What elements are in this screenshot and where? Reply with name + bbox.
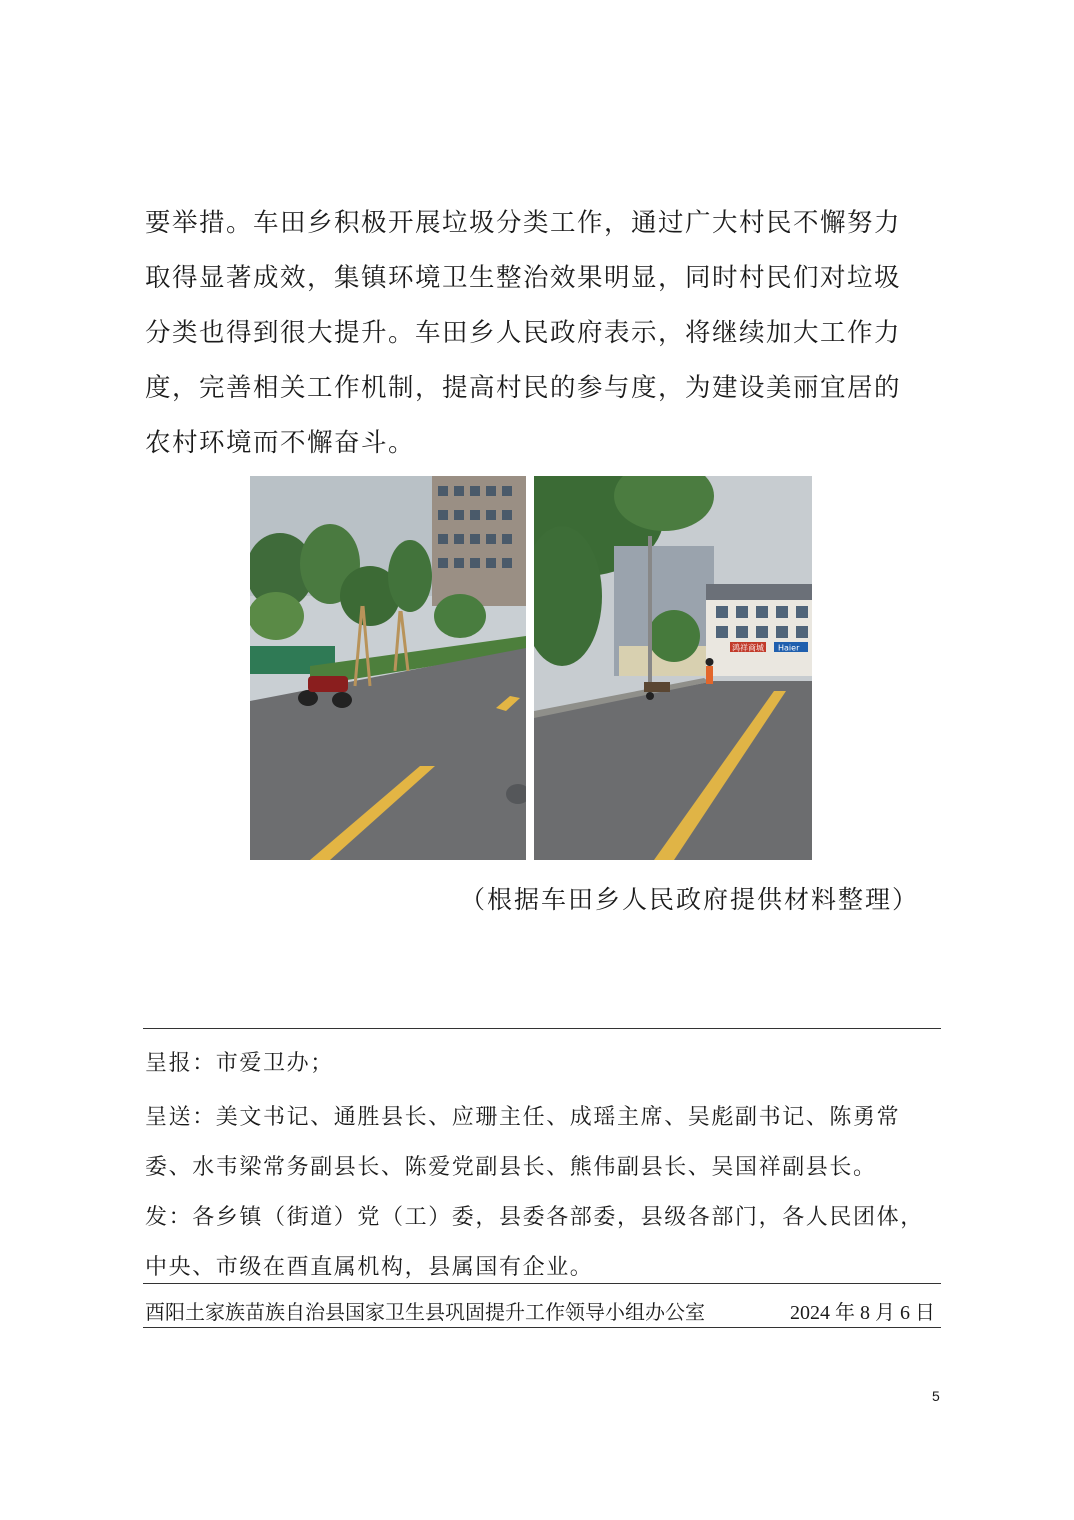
send-to-line1: 呈送：美文书记、通胜县长、应珊主任、成瑶主席、吴彪副书记、陈勇常 — [145, 1105, 901, 1130]
body-line: 要举措。车田乡积极开展垃圾分类工作，通过广大村民不懈努力 — [145, 208, 902, 238]
body-line: 度，完善相关工作机制，提高村民的参与度，为建设美丽宜居的 — [145, 373, 902, 403]
body-line: 农村环境而不懈奋斗。 — [145, 428, 416, 458]
issue-date: 2024 年 8 月 6 日 — [790, 1302, 935, 1324]
send-to-line2: 委、水韦梁常务副县长、陈爱党副县长、熊伟副县长、吴国祥副县长。 — [145, 1155, 877, 1180]
footer-line — [145, 1296, 935, 1325]
shop-sign-text: 鸿祥商城 — [732, 643, 764, 653]
source-caption: （根据车田乡人民政府提供材料整理） — [460, 885, 920, 914]
issue-to-line2: 中央、市级在酉直属机构，县属国有企业。 — [145, 1255, 594, 1280]
brand-sign-text: Haier — [778, 643, 800, 653]
issue-to-line1: 发：各乡镇（街道）党（工）委，县委各部委，县级各部门，各人民团体， — [145, 1205, 924, 1230]
body-line: 取得显著成效，集镇环境卫生整治效果明显，同时村民们对垃圾 — [145, 263, 902, 293]
photo-tree-pruning-street — [250, 476, 526, 860]
bottom-rule — [143, 1327, 941, 1328]
top-rule — [143, 1028, 941, 1029]
photo-street-cleanup — [534, 476, 812, 860]
page-number: 5 — [932, 1388, 940, 1404]
issuing-office: 酉阳土家族苗族自治县国家卫生县巩固提升工作领导小组办公室 — [145, 1302, 705, 1324]
body-paragraph — [145, 196, 945, 471]
body-line: 分类也得到很大提升。车田乡人民政府表示，将继续加大工作力 — [145, 318, 902, 348]
middle-rule — [143, 1283, 941, 1284]
report-to: 呈报：市爱卫办； — [145, 1051, 334, 1076]
